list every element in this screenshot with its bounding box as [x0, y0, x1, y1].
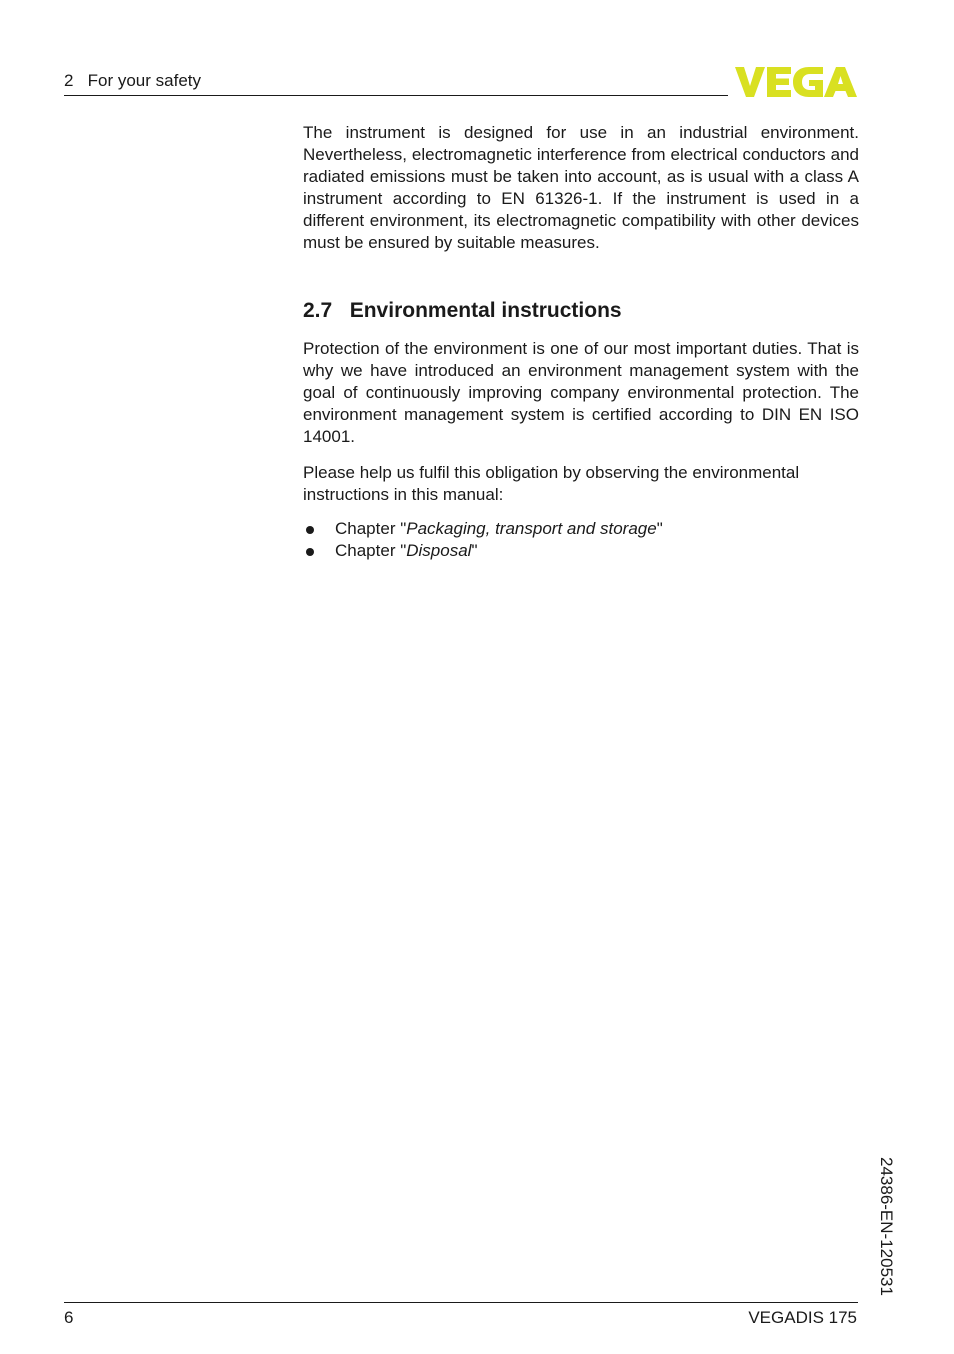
footer-divider: [64, 1302, 858, 1303]
header-chapter: 2 For your safety: [64, 71, 201, 90]
environment-paragraph: Protection of the environment is one of our most important duties. That is why we have introduced an environment management system with the goal of continuously improving company environmental protection. The environment management system is certified according to DIN EN ISO 14001.: [303, 339, 859, 446]
list-item: [303, 540, 859, 562]
bullet-suffix: ": [656, 519, 663, 538]
page-number: 6: [64, 1308, 74, 1327]
bullet-prefix: Chapter ": [335, 541, 407, 560]
bullet-suffix: ": [471, 541, 478, 560]
product-name: VEGADIS 175: [748, 1308, 857, 1327]
bullet-icon: [306, 526, 314, 534]
chapter-list: [303, 518, 859, 562]
document-code: 24386-EN-120531: [877, 1157, 896, 1296]
bullet-icon: [306, 548, 314, 556]
section-heading: [303, 298, 859, 324]
obligation-paragraph: Please help us fulfil this obligation by observing the environmental instructions in this manual:: [303, 463, 800, 504]
bullet-prefix: Chapter ": [335, 519, 407, 538]
intro-paragraph: The instrument is designed for use in an industrial environment. Nevertheless, electromagnetic interference from electrical conductors and radiated emissions must be taken into account, as is usual with a class A instrument according to EN 61326-1. If the instrument is used in a different environment, its electromagnetic compatibility with other devices must be ensured by suitable measures.: [303, 123, 859, 252]
chapter-reference: Disposal: [406, 541, 472, 560]
section-title: Environmental instructions: [349, 299, 622, 322]
vega-logo: [735, 66, 857, 98]
section-number: 2.7: [303, 299, 333, 322]
header-divider: [64, 95, 728, 96]
main-content: [303, 122, 859, 562]
chapter-reference: Packaging, transport and storage: [406, 519, 657, 538]
list-item: [303, 518, 859, 540]
